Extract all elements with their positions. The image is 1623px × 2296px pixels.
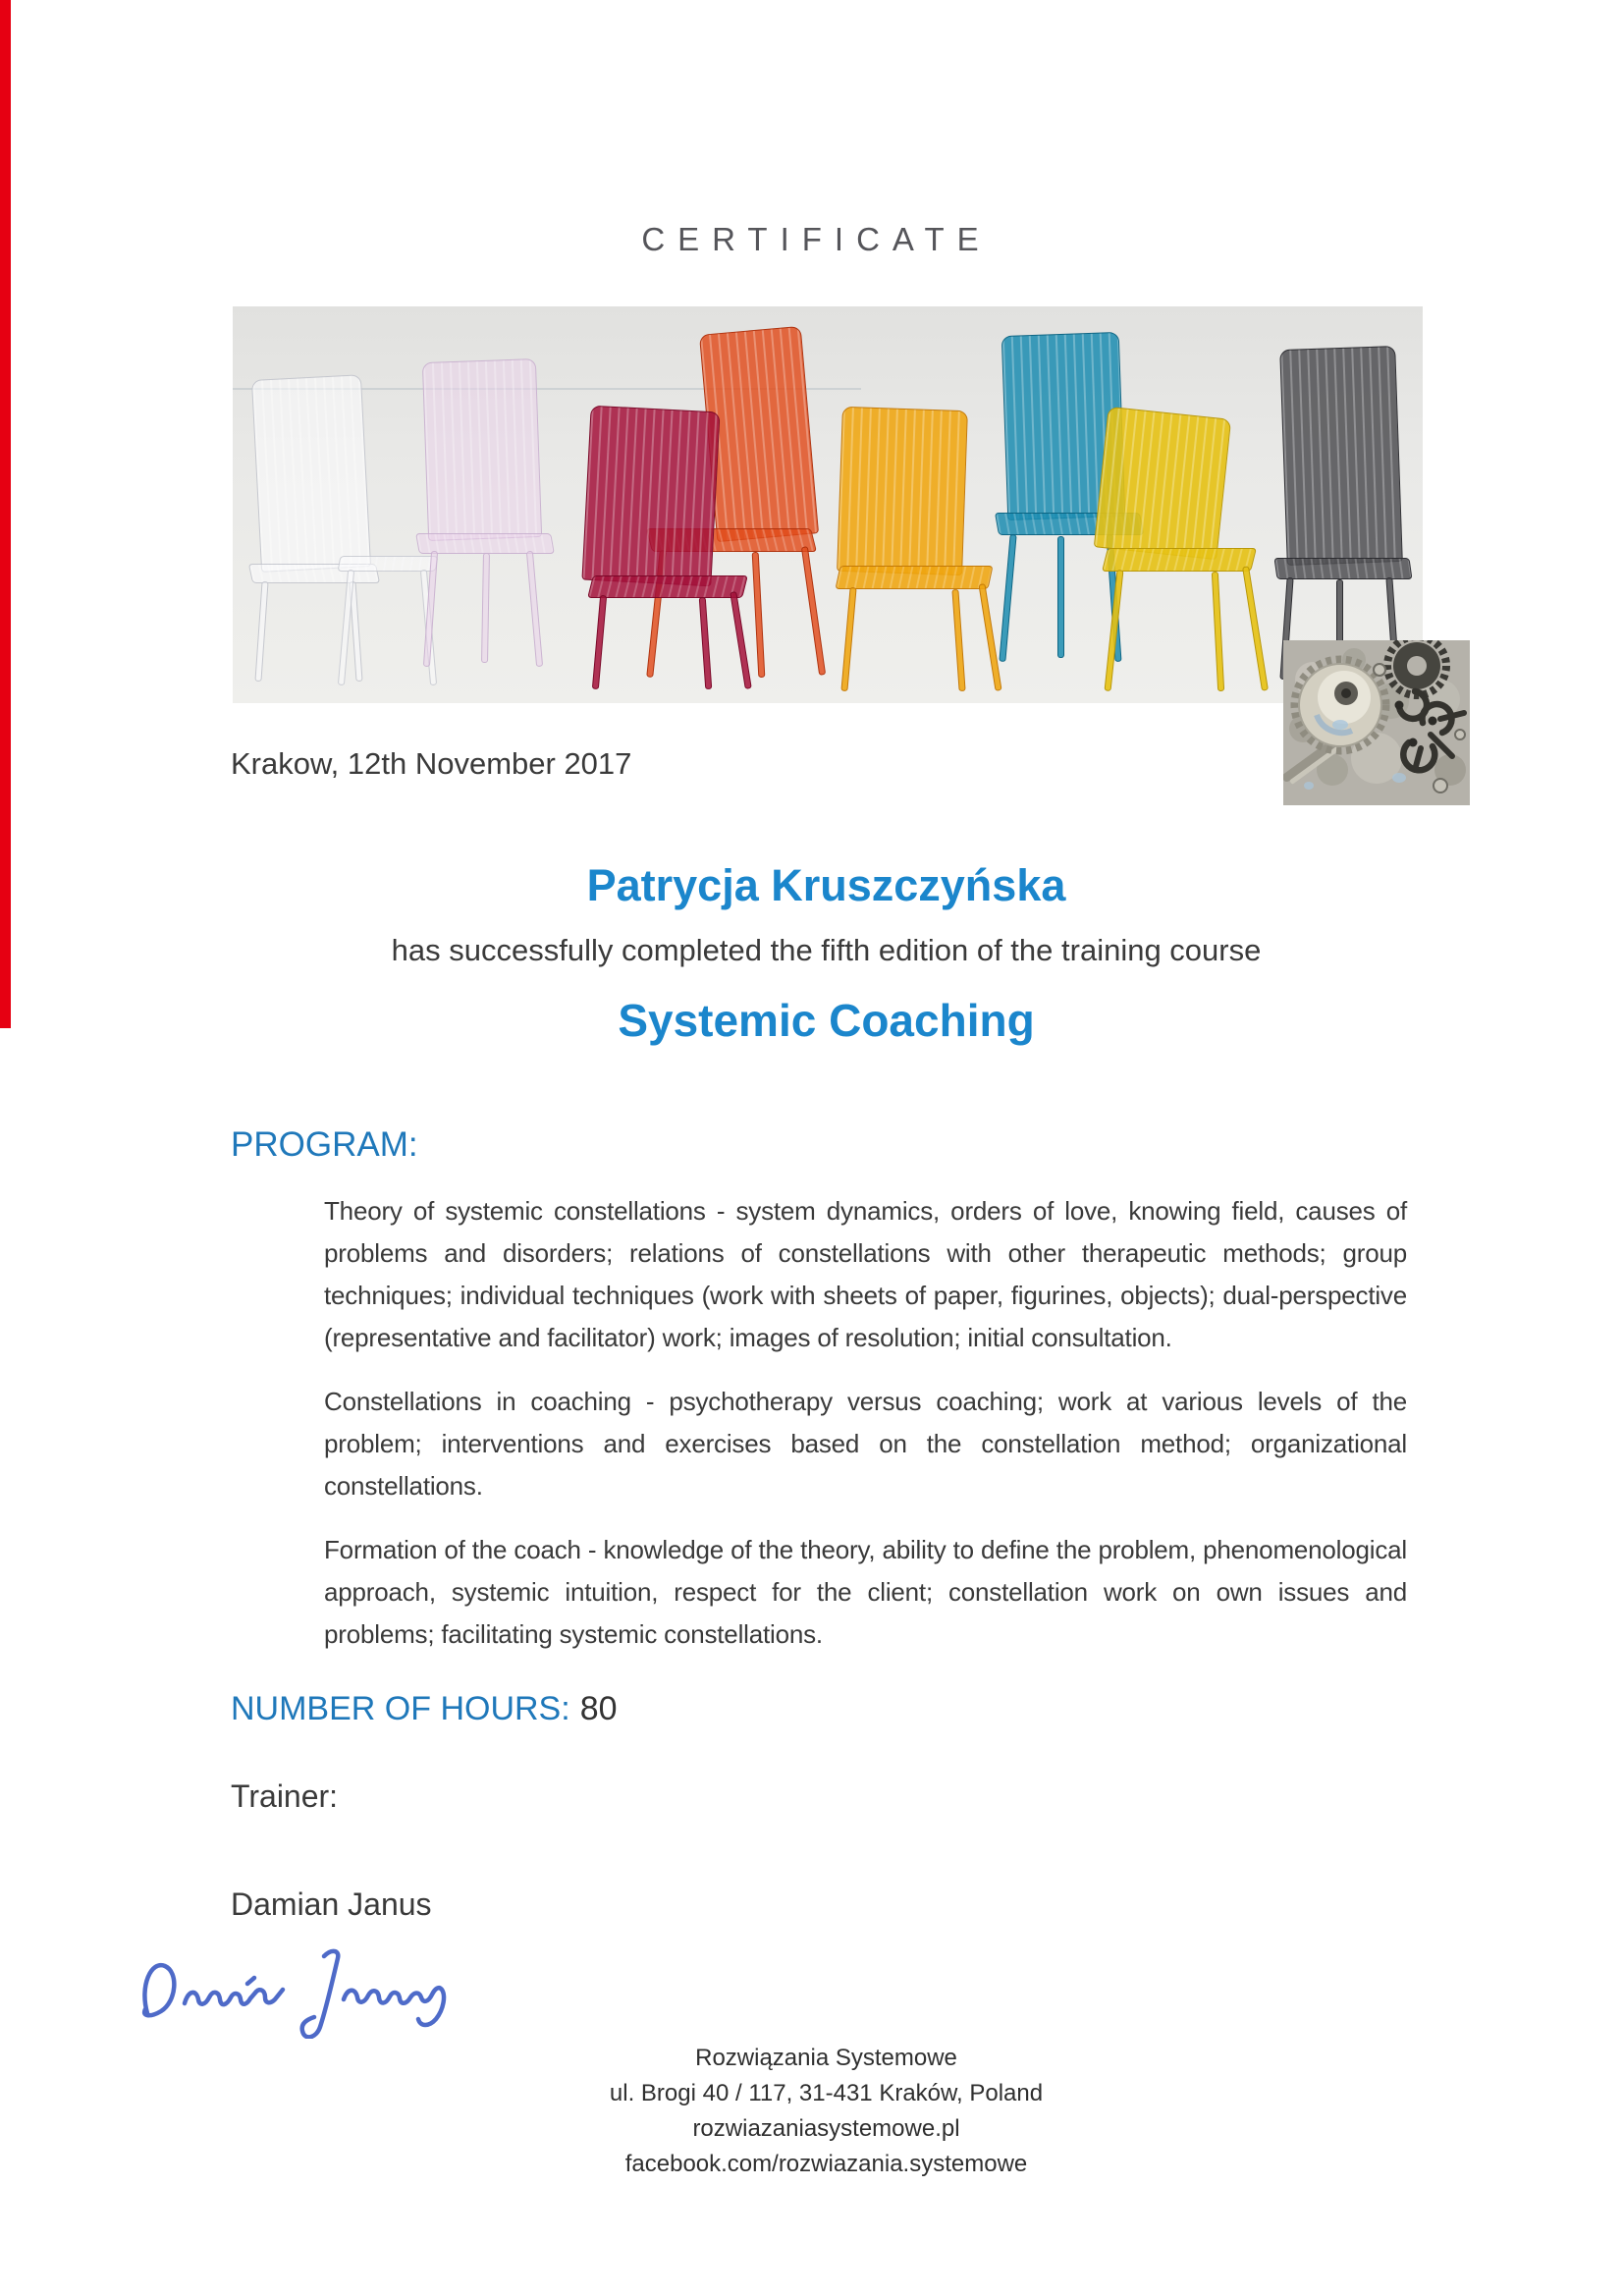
chair-yellow xyxy=(1097,412,1293,697)
chairs-photo xyxy=(233,306,1423,703)
chair-pink xyxy=(417,360,570,675)
issuer-address: ul. Brogi 40 / 117, 31-431 Kraków, Poland xyxy=(609,2080,1044,2106)
hours-label: NUMBER OF HOURS: xyxy=(231,1690,570,1727)
recipient-name: Patrycja Kruszczyńska xyxy=(586,860,1066,910)
program-paragraph-formation: Formation of the coach - knowledge of the theory, ability to define the problem, phenomenological approach, systemic intuition, respect for the client; constellation work on own issues and problems; facilitating systemic constellations. xyxy=(324,1535,1407,1649)
trainer-name: Damian Janus xyxy=(231,1886,432,1922)
chair-crimson xyxy=(584,409,786,693)
program-label: PROGRAM: xyxy=(231,1125,418,1164)
hours-value: 80 xyxy=(579,1690,618,1727)
issuer-website: rozwiazaniasystemowe.pl xyxy=(692,2115,960,2142)
issuer-facebook: facebook.com/rozwiazania.systemowe xyxy=(624,2151,1028,2177)
completion-statement: has successfully completed the fifth edition of the training course xyxy=(391,933,1262,967)
issuer-name: Rozwiązania Systemowe xyxy=(695,2045,957,2071)
program-paragraph-theory: Theory of systemic constellations - system dynamics, orders of love, knowing field, causes of problems and disorders; relations of constellations with other therapeutic methods; group techniques; individual techniques (work with sheets of paper, figurines, objects); dual-perspective (representative and facilitator) work; images of resolution; initial consultation. xyxy=(324,1196,1407,1352)
watch-gears-photo xyxy=(1283,640,1470,805)
chair-amber xyxy=(834,409,1026,697)
issuer-footer xyxy=(29,2041,1623,2182)
trainer-signature xyxy=(132,1941,465,2039)
chair-smoke xyxy=(1275,348,1423,683)
gears-illustration xyxy=(1283,640,1470,805)
red-edge-bar xyxy=(0,0,11,1028)
hours-line xyxy=(231,1690,618,1728)
certificate-title: CERTIFICATE xyxy=(641,221,992,257)
date-line: Krakow, 12th November 2017 xyxy=(231,746,632,781)
course-title: Systemic Coaching xyxy=(618,995,1035,1046)
trainer-label: Trainer: xyxy=(231,1778,339,1814)
program-paragraph-coaching: Constellations in coaching - psychotherapy versus coaching; work at various levels of the problem; interventions and exercises based on the constellation method; organizational constellations. xyxy=(324,1387,1407,1501)
program-description xyxy=(324,1190,1407,1677)
